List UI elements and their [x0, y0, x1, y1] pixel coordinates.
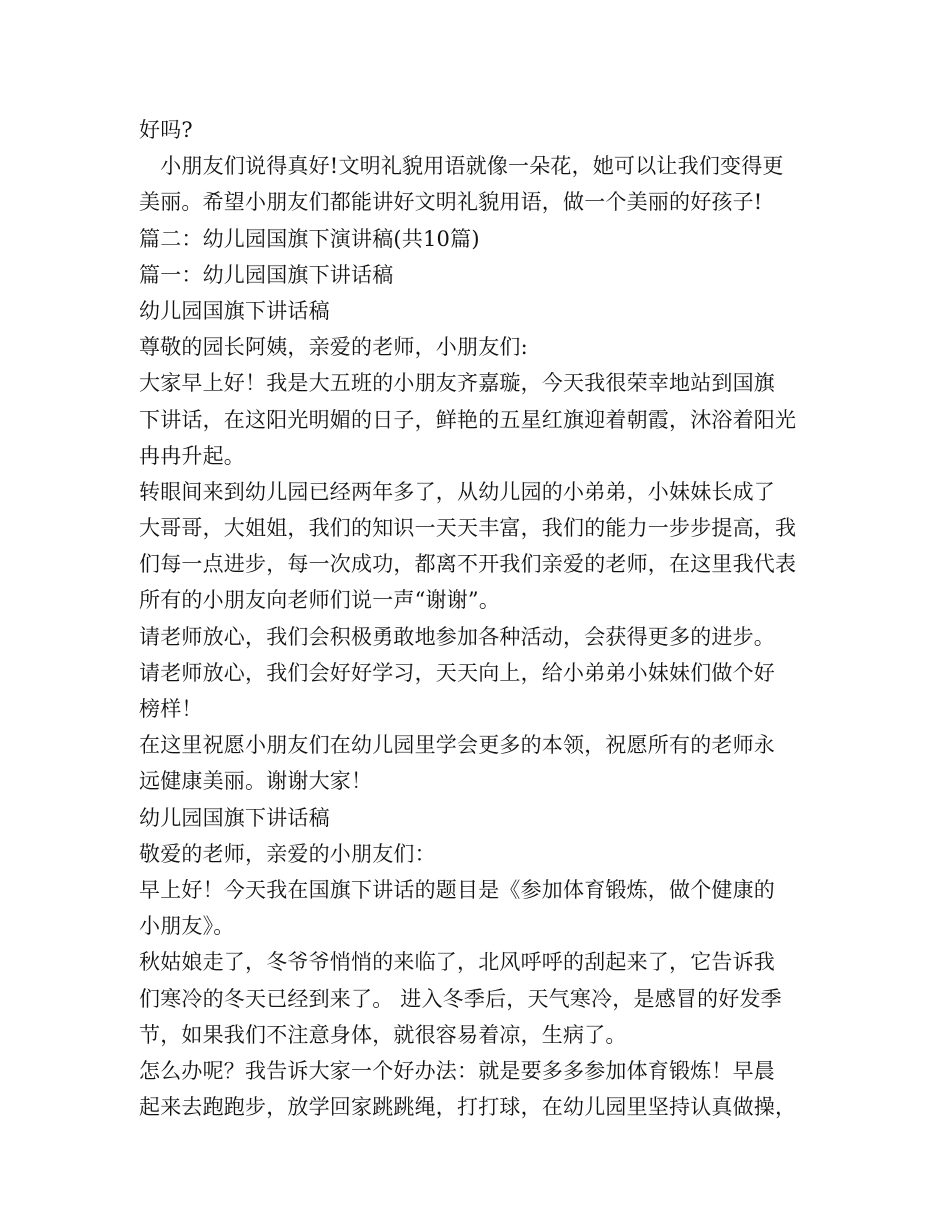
text-line: 大哥哥，大姐姐，我们的知识一天天丰富，我们的能力一步步提高，我 — [139, 516, 797, 541]
text-line: 小朋友们说得真好!文明礼貌用语就像一朵花，她可以让我们变得更 — [139, 154, 784, 179]
text-line: 们寒冷的冬天已经到来了。 进入冬季后，天气寒冷，是感冒的好发季 — [139, 986, 782, 1011]
text-line: 所有的小朋友向老师们说一声“谢谢”。 — [139, 588, 501, 613]
greeting-line: 敬爱的老师，亲爱的小朋友们： — [139, 841, 436, 866]
text-line: 在这里祝愿小朋友们在幼儿园里学会更多的本领，祝愿所有的老师永 — [139, 733, 775, 758]
text-line: 早上好！今天我在国旗下讲话的题目是《参加体育锻炼，做个健康的 — [139, 877, 775, 902]
text-line: 们每一点进步，每一次成功，都离不开我们亲爱的老师，在这里我代表 — [139, 552, 797, 577]
text-line: 远健康美丽。谢谢大家！ — [139, 769, 373, 794]
subsection-heading: 篇一：幼儿园国旗下讲话稿 — [139, 262, 394, 287]
text-line: 大家早上好！我是大五班的小朋友齐嘉璇，今天我很荣幸地站到国旗 — [139, 371, 775, 396]
text-line: 下讲话，在这阳光明媚的日子，鲜艳的五星红旗迎着朝霞，沐浴着阳光 — [139, 407, 797, 432]
text-line: 请老师放心，我们会积极勇敢地参加各种活动，会获得更多的进步。 — [139, 624, 775, 649]
text-line: 节，如果我们不注意身体，就很容易着凉，生病了。 — [139, 1022, 627, 1047]
text-line: 起来去跑跑步，放学回家跳跳绳，打打球，在幼儿园里坚持认真做操， — [139, 1095, 797, 1120]
text-line: 榜样！ — [139, 697, 203, 721]
section-heading: 篇二：幼儿园国旗下演讲稿(共10篇) — [139, 226, 480, 251]
text-line: 怎么办呢？我告诉大家一个好办法：就是要多多参加体育锻炼！早晨 — [139, 1058, 775, 1083]
text-line: 秋姑娘走了，冬爷爷悄悄的来临了，北风呼呼的刮起来了，它告诉我 — [139, 950, 775, 975]
speech-title: 幼儿园国旗下讲话稿 — [139, 298, 330, 323]
text-line: 请老师放心，我们会好好学习，天天向上，给小弟弟小妹妹们做个好 — [139, 660, 775, 685]
text-line: 美丽。希望小朋友们都能讲好文明礼貌用语，做一个美丽的好孩子! — [139, 190, 763, 215]
text-line: 转眼间来到幼儿园已经两年多了，从幼儿园的小弟弟，小妹妹长成了 — [139, 479, 775, 504]
text-line: 小朋友》。 — [139, 914, 235, 939]
document-body — [139, 112, 819, 1125]
text-line: 冉冉升起。 — [139, 443, 245, 468]
speech-title: 幼儿园国旗下讲话稿 — [139, 805, 330, 830]
greeting-line: 尊敬的园长阿姨，亲爱的老师，小朋友们: — [139, 335, 528, 360]
text-line: 好吗? — [139, 118, 193, 142]
